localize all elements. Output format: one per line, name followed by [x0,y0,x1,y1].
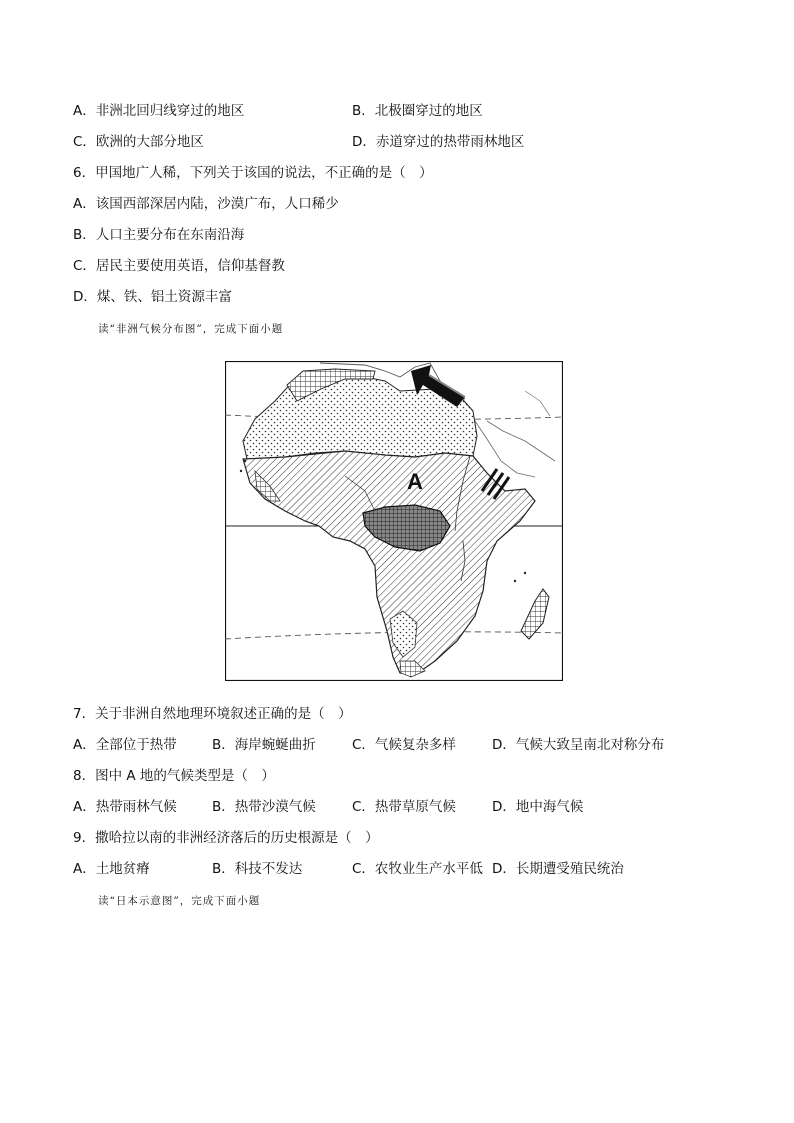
q8-option-b: B．热带沙漠气候 [212,799,316,815]
q7-option-a: A．全部位于热带 [73,737,177,753]
q6-stem: 6．甲国地广人稀，下列关于该国的说法，不正确的是（ ） [73,165,433,181]
q5-option-c: C．欧洲的大部分地区 [73,134,204,150]
africa-climate-map [225,361,563,681]
map-caption: 读“非洲气候分布图”，完成下面小题 [98,323,284,335]
q7-stem: 7．关于非洲自然地理环境叙述正确的是（ ） [73,706,352,722]
q8-option-d: D．地中海气候 [492,799,584,815]
q8-stem: 8．图中 A 地的气候类型是（ ） [73,768,275,784]
region-a-label: A [407,469,423,494]
q5-option-a: A．非洲北回归线穿过的地区 [73,103,245,119]
q5-option-d: D．赤道穿过的热带雨林地区 [352,134,525,150]
q9-option-a: A．土地贫瘠 [73,861,150,877]
q9-option-b: B．科技不发达 [212,861,303,877]
q7-option-c: C．气候复杂多样 [352,737,456,753]
q9-option-c: C．农牧业生产水平低 [352,861,483,877]
q7-option-b: B．海岸蜿蜒曲折 [212,737,316,753]
q8-option-a: A．热带雨林气候 [73,799,177,815]
q6-option-d: D．煤、铁、铝土资源丰富 [73,289,232,305]
q5-option-b: B．北极圈穿过的地区 [352,103,483,119]
q9-option-d: D．长期遭受殖民统治 [492,861,624,877]
q7-option-d: D．气候大致呈南北对称分布 [492,737,665,753]
q8-option-c: C．热带草原气候 [352,799,456,815]
map-caption-japan: 读“日本示意图”，完成下面小题 [98,895,261,907]
q6-option-b: B．人口主要分布在东南沿海 [73,227,245,243]
q6-option-a: A．该国西部深居内陆，沙漠广布，人口稀少 [73,196,339,212]
q9-stem: 9．撒哈拉以南的非洲经济落后的历史根源是（ ） [73,830,379,846]
q6-option-c: C．居民主要使用英语，信仰基督教 [73,258,285,274]
